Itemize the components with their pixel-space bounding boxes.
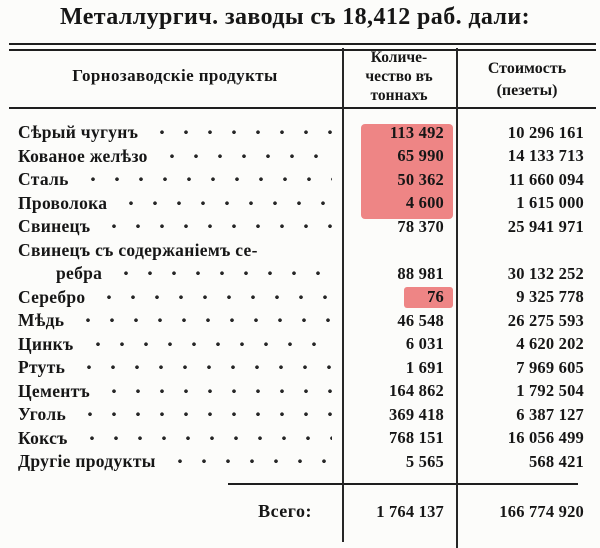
quantity-value: 5 565 [405,451,444,471]
quantity-value: 369 418 [388,404,444,424]
table-row [0,403,600,427]
total-quantity-value: 1 764 137 [376,501,444,521]
product-label: Кованое желѣзо [18,145,148,166]
quantity-value: 65 990 [397,146,444,166]
total-cost-value: 166 774 920 [499,501,584,521]
table-row [0,333,600,357]
table-row [0,262,600,286]
table-row [0,121,600,145]
column-header-quantity-line1: Количе- [370,49,428,66]
dot-leader [168,451,332,472]
cost-value: 16 056 499 [507,428,584,448]
total-separator-rule [228,483,578,485]
table-row [0,286,600,310]
product-label: Серебро [18,286,86,307]
quantity-value: 76 [427,287,444,307]
cost-value: 1 792 504 [516,381,584,401]
column-header-cost [458,58,596,102]
dot-leader [76,310,332,331]
product-label: Ртуть [18,357,66,378]
quantity-value: 164 862 [388,381,444,401]
table-row [0,356,600,380]
product-label: Цинкъ [18,333,74,354]
total-label: Всего: [258,501,312,521]
cost-value: 14 133 713 [507,146,584,166]
total-row [0,498,600,525]
dot-leader [150,122,332,143]
cost-value: 10 296 161 [507,122,584,142]
dot-leader [97,287,332,308]
quantity-value: 88 981 [397,263,444,283]
cost-value: 26 275 593 [507,310,584,330]
dot-leader [102,216,332,237]
quantity-value: 113 492 [389,122,444,142]
quantity-value: 4 600 [405,193,444,213]
product-label: Свинецъ съ содержаніемъ се- [18,239,258,260]
column-header-cost-line2: (пезеты) [496,82,558,99]
product-label: Проволока [18,192,108,213]
table-row [0,380,600,404]
quantity-value: 6 031 [405,334,444,354]
product-label: Мѣдь [18,310,65,331]
table-row [0,427,600,451]
table-row [0,309,600,333]
dot-leader [102,381,332,402]
cost-value: 568 421 [528,451,584,471]
table-body [0,121,600,474]
dot-leader [114,263,332,284]
table-row [0,192,600,216]
column-header-quantity [344,48,454,105]
column-header-cost-line1: Стоимость [487,60,567,77]
product-label: ребра [56,263,103,284]
dot-leader [160,146,332,167]
table-row [0,450,600,474]
dot-leader [270,240,332,261]
cost-value: 25 941 971 [507,216,584,236]
cost-value: 1 615 000 [516,193,584,213]
page-title: Металлургич. заводы съ 18,412 раб. дали: [59,4,531,30]
dot-leader [77,357,332,378]
quantity-value: 78 370 [397,216,444,236]
product-label: Коксъ [18,427,68,448]
table-row [0,215,600,239]
table-row [0,145,600,169]
vertical-rule-cost [456,48,458,548]
cost-value: 30 132 252 [507,263,584,283]
table-row [0,239,600,263]
header-separator-rule [9,107,596,109]
product-label: Цементъ [18,380,91,401]
cost-value: 9 325 778 [516,287,584,307]
cost-value: 6 387 127 [516,404,584,424]
cost-value: 7 969 605 [516,357,584,377]
dot-leader [119,193,332,214]
table-row [0,168,600,192]
vertical-rule-quantity [342,48,344,542]
column-header-quantity-line2: чество въ [365,68,433,85]
dot-leader [86,334,332,355]
quantity-value: 768 151 [388,428,444,448]
product-label: Свинецъ [18,216,91,237]
quantity-value: 50 362 [397,169,444,189]
product-label: Сѣрый чугунъ [18,122,139,143]
column-header-quantity-line3: тоннахъ [370,87,428,104]
quantity-value: 46 548 [397,310,444,330]
double-rule-top [9,43,596,51]
cost-value: 4 620 202 [516,334,584,354]
product-label: Уголь [18,404,67,425]
column-header-products: Горнозаводскіе продукты [72,66,278,85]
dot-leader [78,404,332,425]
dot-leader [81,169,332,190]
cost-value: 11 660 094 [508,169,584,189]
dot-leader [80,428,332,449]
product-label: Другіе продукты [18,451,156,472]
quantity-value: 1 691 [405,357,444,377]
product-label: Сталь [18,169,69,190]
